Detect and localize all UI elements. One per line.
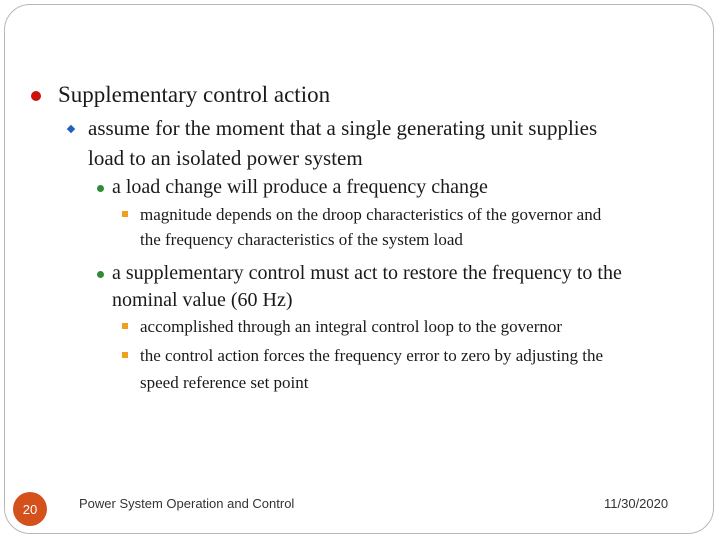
red-circle-bullet-icon [31,91,41,101]
sub2-detail-1: accomplished through an integral control loop to the governor [140,317,563,336]
page-number-badge: 20 [13,492,47,526]
sub2-line-2: nominal value (60 Hz) [112,289,293,311]
orange-square-bullet-icon [122,352,128,358]
slide-heading: Supplementary control action [58,82,331,107]
sub2-detail-2-line-2: speed reference set point [140,373,309,392]
sub1-text: a load change will produce a frequency change [112,176,488,198]
green-circle-bullet-icon [97,271,104,278]
green-circle-bullet-icon [97,185,104,192]
orange-square-bullet-icon [122,323,128,329]
sub2-detail-2-line-1: the control action forces the frequency error to zero by adjusting the [140,346,604,365]
orange-square-bullet-icon [122,211,128,217]
point-line-1: assume for the moment that a single generating unit supplies [88,116,598,140]
sub1-detail-line-2: the frequency characteristics of the system load [140,230,463,249]
point-line-2: load to an isolated power system [88,146,363,170]
footer-title: Power System Operation and Control [79,496,295,511]
sub1-detail-line-1: magnitude depends on the droop characteristics of the governor and [140,205,602,224]
blue-diamond-bullet-icon [67,125,75,133]
sub2-line-1: a supplementary control must act to restore the frequency to the [112,262,622,284]
footer-date: 11/30/2020 [604,496,669,511]
